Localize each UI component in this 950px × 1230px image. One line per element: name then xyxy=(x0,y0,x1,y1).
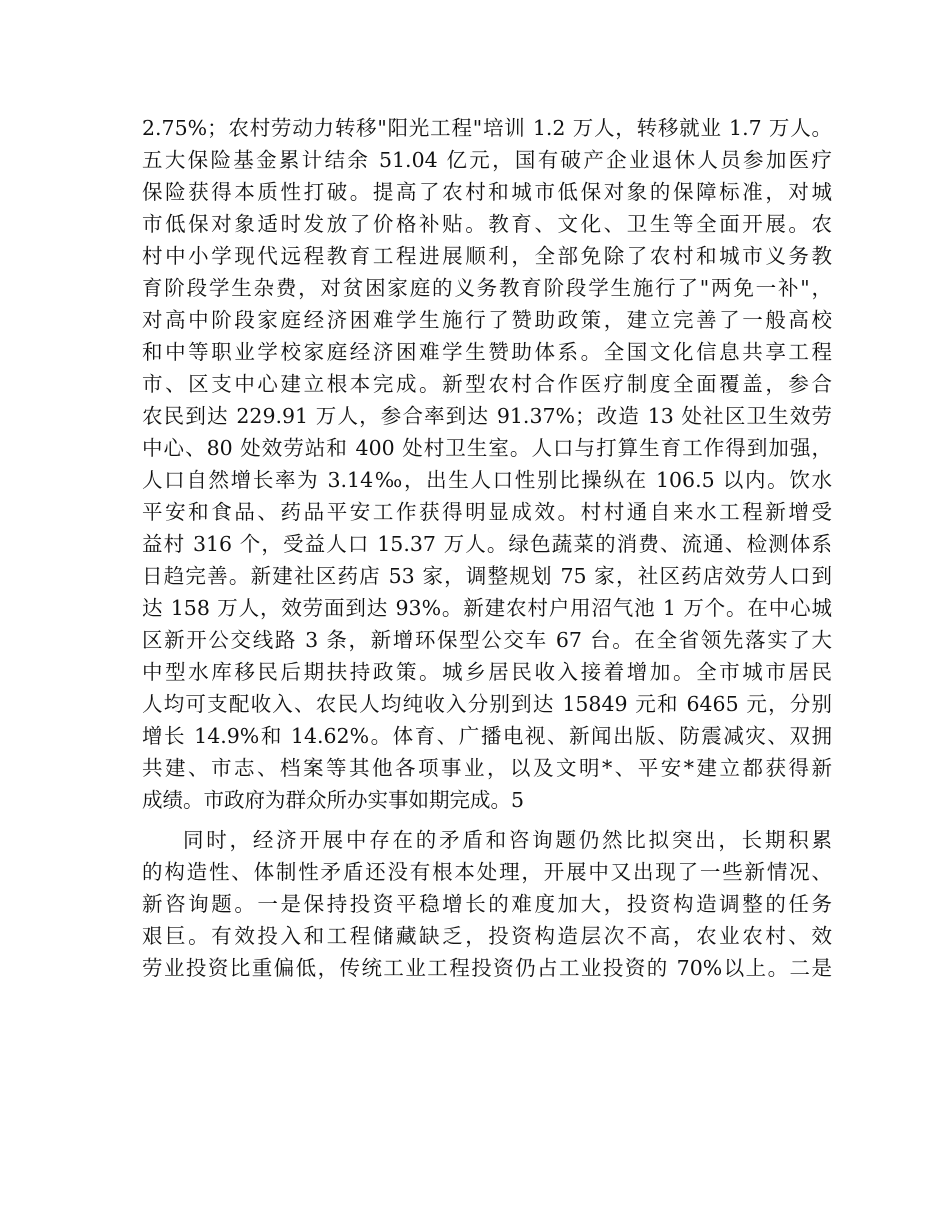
text-line: 中型水库移民后期扶持政策。城乡居民收入接着增加。全市城市居民 xyxy=(142,660,832,684)
text-line: 达 158 万人，效劳面到达 93%。新建农村户用沼气池 1 万个。在中心城 xyxy=(142,596,832,620)
text-line: 人均可支配收入、农民人均纯收入分别到达 15849 元和 6465 元，分别 xyxy=(142,692,832,716)
text-line: 人口自然增长率为 3.14‰，出生人口性别比操纵在 106.5 以内。饮水 xyxy=(142,468,832,492)
text-line: 同时，经济开展中存在的矛盾和咨询题仍然比拟突出，长期积累 xyxy=(183,828,832,852)
paragraph-1 xyxy=(142,112,832,816)
text-line: 和中等职业学校家庭经济困难学生赞助体系。全国文化信息共享工程 xyxy=(142,340,832,364)
text-line: 劳业投资比重偏低，传统工业工程投资仍占工业投资的 70%以上。二是 xyxy=(142,956,832,980)
text-line: 保险获得本质性打破。提高了农村和城市低保对象的保障标准，对城 xyxy=(142,180,832,204)
text-line: 五大保险基金累计结余 51.04 亿元，国有破产企业退休人员参加医疗 xyxy=(142,148,832,172)
text-line: 新咨询题。一是保持投资平稳增长的难度加大，投资构造调整的任务 xyxy=(142,892,832,916)
text-line: 平安和食品、药品平安工作获得明显成效。村村通自来水工程新增受 xyxy=(142,500,832,524)
text-line: 育阶段学生杂费，对贫困家庭的义务教育阶段学生施行了"两免一补"， xyxy=(142,276,832,300)
document-body xyxy=(142,112,832,984)
text-line: 艰巨。有效投入和工程储藏缺乏，投资构造层次不高，农业农村、效 xyxy=(142,924,832,948)
text-line: 农民到达 229.91 万人，参合率到达 91.37%；改造 13 处社区卫生效劳 xyxy=(142,404,832,428)
text-line: 日趋完善。新建社区药店 53 家，调整规划 75 家，社区药店效劳人口到 xyxy=(142,564,832,588)
text-line: 共建、市志、档案等其他各项事业，以及文明*、平安*建立都获得新 xyxy=(142,756,832,780)
text-line: 增长 14.9%和 14.62%。体育、广播电视、新闻出版、防震减灾、双拥 xyxy=(142,724,832,748)
paragraph-spacer xyxy=(142,816,832,824)
text-line: 市、区支中心建立根本完成。新型农村合作医疗制度全面覆盖，参合 xyxy=(142,372,832,396)
text-line: 中心、80 处效劳站和 400 处村卫生室。人口与打算生育工作得到加强， xyxy=(142,436,832,460)
text-line: 2.75%；农村劳动力转移"阳光工程"培训 1.2 万人，转移就业 1.7 万人。 xyxy=(142,116,832,140)
text-line: 区新开公交线路 3 条，新增环保型公交车 67 台。在全省领先落实了大 xyxy=(142,628,832,652)
text-line: 村中小学现代远程教育工程进展顺利，全部免除了农村和城市义务教 xyxy=(142,244,832,268)
text-line: 的构造性、体制性矛盾还没有根本处理，开展中又出现了一些新情况、 xyxy=(142,860,832,884)
text-line: 对高中阶段家庭经济困难学生施行了赞助政策，建立完善了一般高校 xyxy=(142,308,832,332)
text-line: 益村 316 个，受益人口 15.37 万人。绿色蔬菜的消费、流通、检测体系 xyxy=(142,532,832,556)
text-line: 成绩。市政府为群众所办实事如期完成。5 xyxy=(142,788,525,812)
text-line: 市低保对象适时发放了价格补贴。教育、文化、卫生等全面开展。农 xyxy=(142,212,832,236)
paragraph-2 xyxy=(142,824,832,984)
